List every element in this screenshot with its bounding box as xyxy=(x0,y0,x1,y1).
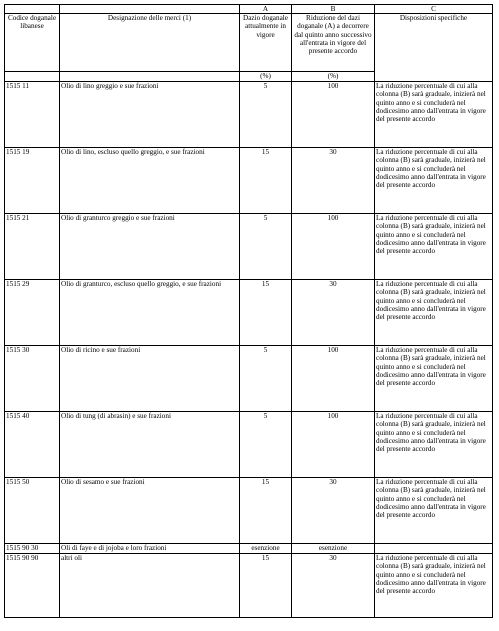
table-row xyxy=(5,554,493,618)
table-row xyxy=(5,82,493,148)
row-reduction-b: 30 xyxy=(292,478,375,544)
row-provisions-c: La riduzione percentuale di cui alla colonna (B) sarà graduale, inizierà nel quinto anno e si concluderà nel dodicesimo anno dall'entrata in vigore del presente accordo xyxy=(375,478,493,544)
row-description: Olio di ricino e sue frazioni xyxy=(60,346,240,412)
row-reduction-b: 100 xyxy=(292,82,375,148)
row-duty-a: 15 xyxy=(240,554,292,618)
row-description: Olio di lino greggio e sue frazioni xyxy=(60,82,240,148)
row-provisions-c: La riduzione percentuale di cui alla colonna (B) sarà graduale, inizierà nel quinto anno e si concluderà nel dodicesimo anno dall'entrata in vigore del presente accordo xyxy=(375,554,493,618)
row-provisions-c: La riduzione percentuale di cui alla colonna (B) sarà graduale, inizierà nel quinto anno e si concluderà nel dodicesimo anno dall'entrata in vigore del presente accordo xyxy=(375,412,493,478)
header-reduction-b: Riduzione del dazi doganale (A) a decorrere dal quinto anno successivo all'entrata in vigore del presente accordo xyxy=(292,14,375,72)
row-description: altri oli xyxy=(60,554,240,618)
unit-a: (%) xyxy=(240,72,292,82)
row-description: Olio di sesamo e sue frazioni xyxy=(60,478,240,544)
header-duty-a: Dazio doganale attualmente in vigore xyxy=(240,14,292,72)
header-row xyxy=(5,14,493,72)
row-reduction-b: 100 xyxy=(292,214,375,280)
row-code: 1515 11 xyxy=(5,82,60,148)
row-code: 1515 30 xyxy=(5,346,60,412)
column-letter-row xyxy=(5,5,493,14)
row-code: 1515 21 xyxy=(5,214,60,280)
header-code: Codice doganale libanese xyxy=(5,14,60,72)
table-row xyxy=(5,148,493,214)
unit-b: (%) xyxy=(292,72,375,82)
row-provisions-c: La riduzione percentuale di cui alla colonna (B) sarà graduale, inizierà nel quinto anno e si concluderà nel dodicesimo anno dall'entrata in vigore del presente accordo xyxy=(375,82,493,148)
table-row xyxy=(5,544,493,554)
tariff-table xyxy=(4,4,493,618)
row-duty-a: 15 xyxy=(240,280,292,346)
row-duty-a: esenzione xyxy=(240,544,292,554)
row-duty-a: 15 xyxy=(240,148,292,214)
table-row xyxy=(5,478,493,544)
row-provisions-c: La riduzione percentuale di cui alla colonna (B) sarà graduale, inizierà nel quinto anno e si concluderà nel dodicesimo anno dall'entrata in vigore del presente accordo xyxy=(375,148,493,214)
row-provisions-c: La riduzione percentuale di cui alla colonna (B) sarà graduale, inizierà nel quinto anno e si concluderà nel dodicesimo anno dall'entrata in vigore del presente accordo xyxy=(375,346,493,412)
row-description: Olio di granturco greggio e sue frazioni xyxy=(60,214,240,280)
row-reduction-b: 30 xyxy=(292,148,375,214)
row-provisions-c xyxy=(375,544,493,554)
row-duty-a: 5 xyxy=(240,82,292,148)
row-code: 1515 40 xyxy=(5,412,60,478)
row-code: 1515 90 90 xyxy=(5,554,60,618)
row-description: Oli di faye e di jojoba e loro frazioni xyxy=(60,544,240,554)
row-code: 1515 90 30 xyxy=(5,544,60,554)
row-duty-a: 15 xyxy=(240,478,292,544)
table-row xyxy=(5,412,493,478)
col-letter-c: C xyxy=(375,5,493,14)
row-code: 1515 19 xyxy=(5,148,60,214)
table-row xyxy=(5,214,493,280)
row-reduction-b: 30 xyxy=(292,554,375,618)
row-reduction-b: 100 xyxy=(292,412,375,478)
table-row xyxy=(5,346,493,412)
row-provisions-c: La riduzione percentuale di cui alla colonna (B) sarà graduale, inizierà nel quinto anno e si concluderà nel dodicesimo anno dall'entrata in vigore del presente accordo xyxy=(375,280,493,346)
row-reduction-b: 100 xyxy=(292,346,375,412)
row-provisions-c: La riduzione percentuale di cui alla colonna (B) sarà graduale, inizierà nel quinto anno e si concluderà nel dodicesimo anno dall'entrata in vigore del presente accordo xyxy=(375,214,493,280)
unit-blank-2 xyxy=(60,72,240,82)
row-code: 1515 50 xyxy=(5,478,60,544)
row-duty-a: 5 xyxy=(240,346,292,412)
row-duty-a: 5 xyxy=(240,412,292,478)
table-row xyxy=(5,280,493,346)
header-description: Designazione delle merci (1) xyxy=(60,14,240,72)
col-letter-blank-1 xyxy=(5,5,60,14)
header-provisions-c: Disposizioni specifiche xyxy=(375,14,493,82)
col-letter-a: A xyxy=(240,5,292,14)
row-code: 1515 29 xyxy=(5,280,60,346)
row-duty-a: 5 xyxy=(240,214,292,280)
row-reduction-b: esenzione xyxy=(292,544,375,554)
col-letter-blank-2 xyxy=(60,5,240,14)
row-reduction-b: 30 xyxy=(292,280,375,346)
row-description: Olio di lino, escluso quello greggio, e sue frazioni xyxy=(60,148,240,214)
unit-blank-1 xyxy=(5,72,60,82)
col-letter-b: B xyxy=(292,5,375,14)
row-description: Olio di tung (di abrasin) e sue frazioni xyxy=(60,412,240,478)
row-description: Olio di granturco, escluso quello greggio, e sue frazioni xyxy=(60,280,240,346)
